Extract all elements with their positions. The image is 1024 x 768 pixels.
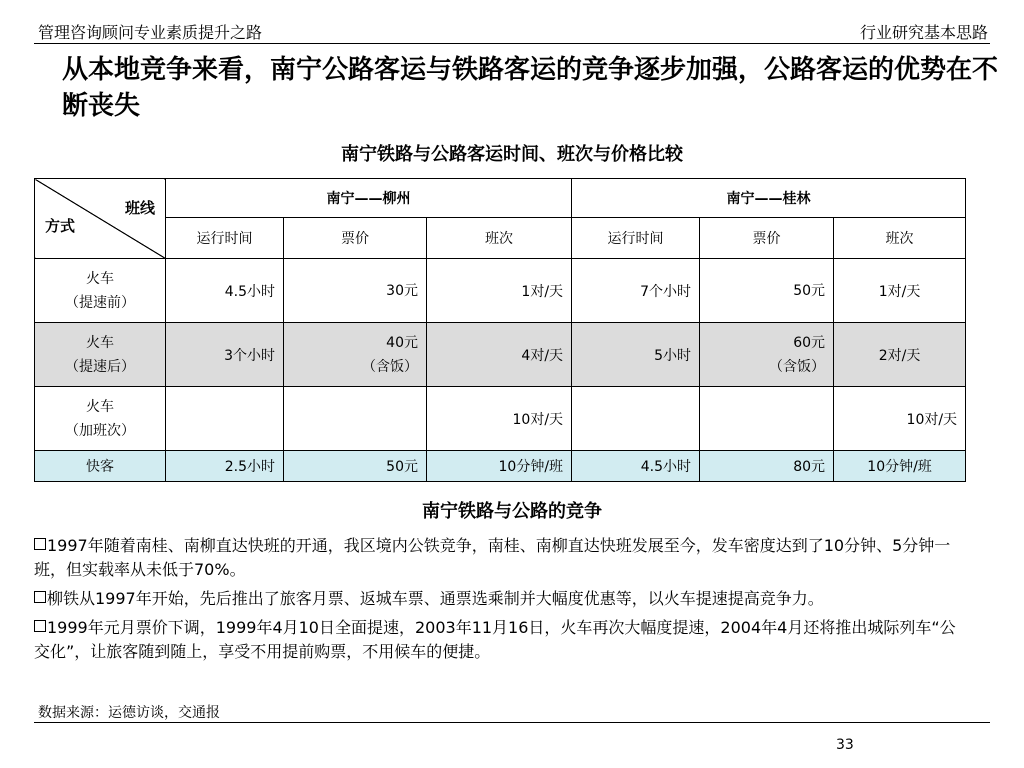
travel-time-cell: 4.5小时	[572, 451, 700, 482]
checkbox-bullet-icon	[34, 538, 46, 550]
mode-note: （提速前）	[65, 294, 135, 311]
mode-name: 快客	[86, 459, 114, 475]
subheader-cell: 运行时间	[166, 218, 284, 259]
frequency-cell: 1对/天	[834, 259, 966, 323]
table-row	[35, 387, 966, 451]
price-cell	[284, 387, 427, 451]
travel-time-cell: 2.5小时	[166, 451, 284, 482]
page-number: 33	[836, 737, 854, 753]
checkbox-bullet-icon	[34, 620, 46, 632]
mode-name: 火车	[86, 270, 114, 287]
price-note: （含饭）	[362, 358, 418, 375]
table-corner-cell	[35, 179, 166, 259]
price-cell	[284, 323, 427, 387]
mode-note: （提速后）	[65, 358, 135, 375]
frequency-cell: 4对/天	[427, 323, 572, 387]
header-left-title: 管理咨询顾问专业素质提升之路	[38, 23, 263, 42]
table-row	[35, 259, 966, 323]
mode-name: 火车	[86, 398, 114, 415]
table-row	[35, 323, 966, 387]
price-cell	[284, 259, 427, 323]
competition-bullets	[34, 534, 964, 669]
table-subheader-row	[35, 218, 966, 259]
header-right-title: 行业研究基本思路	[859, 23, 988, 42]
travel-time-cell: 3个小时	[166, 323, 284, 387]
route-header-nanning-guilin: 南宁——桂林	[572, 179, 966, 218]
frequency-cell: 2对/天	[834, 323, 966, 387]
bullet-item	[34, 587, 964, 611]
travel-time-cell: 7个小时	[572, 259, 700, 323]
mode-name: 火车	[86, 334, 114, 351]
subheader-cell: 票价	[284, 218, 427, 259]
travel-time-cell: 5小时	[572, 323, 700, 387]
travel-time-cell: 4.5小时	[166, 259, 284, 323]
subheader-cell: 票价	[700, 218, 834, 259]
price-cell	[700, 451, 834, 482]
price-value: 80元	[793, 459, 826, 475]
bullet-text: 1997年随着南桂、南柳直达快班的开通，我区境内公铁竞争，南桂、南柳直达快班发展至今，发车密度达到了10分钟、5分钟一班，但实载率从未低于70%。	[34, 536, 951, 579]
travel-time-cell	[166, 387, 284, 451]
price-cell	[700, 387, 834, 451]
frequency-cell: 10对/天	[834, 387, 966, 451]
price-note: （含饭）	[769, 358, 826, 375]
subheader-cell: 班次	[834, 218, 966, 259]
price-value: 50元	[793, 282, 826, 299]
slide-title: 从本地竞争来看，南宁公路客运与铁路客运的竞争逐步加强，公路客运的优势在不断丧失	[62, 55, 999, 121]
bullet-text: 柳铁从1997年开始，先后推出了旅客月票、返城车票、通票选乘制并大幅度优惠等，以火车提速提高竞争力。	[47, 589, 824, 608]
subheader-cell: 班次	[427, 218, 572, 259]
price-cell	[700, 259, 834, 323]
bullet-item	[34, 616, 964, 664]
frequency-cell: 10对/天	[427, 387, 572, 451]
table-row	[35, 451, 966, 482]
travel-time-cell	[572, 387, 700, 451]
bullet-item	[34, 534, 964, 582]
route-header-nanning-liuzhou: 南宁——柳州	[166, 179, 572, 218]
price-cell	[284, 451, 427, 482]
checkbox-bullet-icon	[34, 591, 46, 603]
frequency-cell: 1对/天	[427, 259, 572, 323]
price-cell	[700, 323, 834, 387]
mode-cell	[35, 259, 166, 323]
table-caption: 南宁铁路与公路客运时间、班次与价格比较	[341, 144, 683, 165]
mode-note: （加班次）	[65, 422, 135, 439]
mode-cell	[35, 451, 166, 482]
corner-label-mode: 方式	[45, 217, 76, 235]
frequency-cell: 10分钟/班	[834, 451, 966, 482]
price-value: 60元	[793, 334, 826, 351]
price-value: 40元	[386, 334, 418, 351]
mode-cell	[35, 323, 166, 387]
subheader-cell: 运行时间	[572, 218, 700, 259]
header-divider	[34, 43, 990, 44]
price-value: 30元	[386, 282, 418, 299]
corner-label-route: 班线	[124, 199, 155, 217]
table-header-row	[35, 179, 966, 218]
comparison-table	[34, 178, 966, 482]
bullet-text: 1999年元月票价下调，1999年4月10日全面提速，2003年11月16日，火车再次大幅度提速，2004年4月还将推出城际列车“公交化”，让旅客随到随上，享受不用提前购票，不用候车的便捷。	[34, 618, 956, 661]
competition-caption: 南宁铁路与公路的竞争	[422, 501, 602, 522]
mode-cell	[35, 387, 166, 451]
frequency-cell: 10分钟/班	[427, 451, 572, 482]
price-value: 50元	[386, 459, 418, 475]
data-source-note: 数据来源：运德访谈，交通报	[38, 705, 220, 721]
footer-divider	[34, 722, 990, 723]
